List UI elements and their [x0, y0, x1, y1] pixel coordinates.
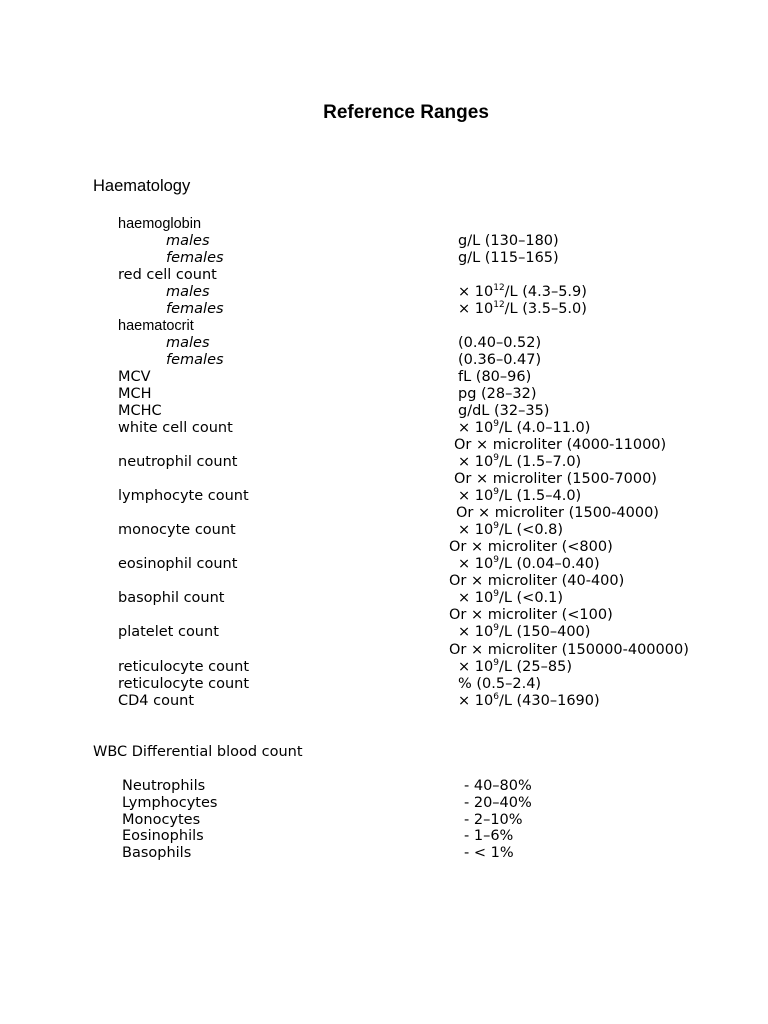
row-label-males: males	[166, 284, 210, 301]
section-heading-wbc-differential: WBC Differential blood count	[93, 744, 303, 760]
table-row	[0, 352, 768, 369]
row-label-mch: MCH	[118, 386, 152, 403]
row-value: - 40–80%	[464, 778, 532, 794]
table-row	[0, 284, 768, 301]
table-row	[0, 454, 768, 471]
row-label-reticulocyte-count: reticulocyte count	[118, 658, 250, 675]
table-row	[0, 488, 768, 505]
row-value: × $10^6/L$ (430–1690)	[458, 691, 600, 709]
table-row	[0, 642, 768, 659]
row-value: × $10^9/L$ (150–400)	[458, 623, 591, 641]
row-value: Or × microliter (1500-4000)	[456, 505, 659, 522]
row-value: Or × microliter (150000-400000)	[449, 641, 689, 658]
table-row	[0, 828, 768, 845]
row-value: × $10^9/L$ (1.5–4.0)	[458, 487, 582, 505]
page-title: Reference Ranges	[323, 102, 489, 123]
row-label-lymphocytes: Lymphocytes	[122, 794, 218, 811]
table-row	[0, 403, 768, 420]
row-label-males: males	[166, 233, 210, 250]
table-row	[0, 267, 768, 284]
row-label-neutrophils: Neutrophils	[122, 778, 206, 794]
table-row	[0, 250, 768, 267]
row-value: - < 1%	[464, 845, 514, 862]
table-row	[0, 812, 768, 829]
table-row	[0, 693, 768, 710]
table-row	[0, 539, 768, 556]
row-value: Or × microliter (<100)	[449, 607, 613, 624]
row-value: - 20–40%	[464, 794, 532, 811]
row-label-basophil-count: basophil count	[118, 590, 225, 607]
row-value: Or × microliter (<800)	[449, 539, 613, 556]
row-label-eosinophil-count: eosinophil count	[118, 556, 238, 573]
row-label-neutrophil-count: neutrophil count	[118, 454, 238, 471]
table-row	[0, 659, 768, 676]
table-row	[0, 471, 768, 488]
row-value: × $10^9/L$ (25–85)	[458, 657, 572, 675]
row-value: Or × microliter (1500-7000)	[454, 471, 657, 488]
table-row	[0, 301, 768, 318]
table-row	[0, 676, 768, 693]
row-value: × $10^9/L$ (<0.1)	[458, 589, 564, 607]
table-row	[0, 795, 768, 812]
row-label-mcv: MCV	[118, 369, 151, 386]
row-label-monocyte-count: monocyte count	[118, 522, 236, 539]
row-value: % (0.5–2.4)	[458, 675, 542, 692]
table-row	[0, 335, 768, 352]
row-value: Or × microliter (40-400)	[449, 573, 625, 590]
row-value: Or × microliter (4000-11000)	[454, 437, 667, 454]
row-label-mchc: MCHC	[118, 403, 162, 420]
table-row	[0, 624, 768, 641]
row-label-reticulocyte-count: reticulocyte count	[118, 675, 250, 692]
row-value: g/L (130–180)	[458, 233, 559, 250]
table-row	[0, 590, 768, 607]
table-row	[0, 505, 768, 522]
row-value: - 2–10%	[464, 811, 523, 828]
row-label-red-cell-count: red cell count	[118, 267, 217, 284]
row-label-haemoglobin: haemoglobin	[118, 216, 202, 232]
row-value: × $10^9/L$ (<0.8)	[458, 521, 564, 539]
table-row	[0, 318, 768, 335]
table-row	[0, 233, 768, 250]
table-row	[0, 216, 768, 233]
row-value: (0.40–0.52)	[458, 335, 542, 352]
row-value: pg (28–32)	[458, 386, 537, 403]
row-label-platelet-count: platelet count	[118, 624, 219, 641]
table-row	[0, 845, 768, 862]
row-label-eosinophils: Eosinophils	[122, 828, 204, 845]
row-value: (0.36–0.47)	[458, 352, 542, 369]
row-label-females: females	[166, 352, 224, 369]
row-label-monocytes: Monocytes	[122, 811, 201, 828]
section-heading-haematology: Haematology	[93, 177, 191, 195]
table-row	[0, 522, 768, 539]
row-value: fL (80–96)	[458, 369, 532, 386]
row-value: g/dL (32–35)	[458, 403, 550, 420]
row-label-haematocrit: haematocrit	[118, 318, 194, 335]
row-value: × $10^9/L$ (1.5–7.0)	[458, 453, 582, 471]
row-label-males: males	[166, 335, 210, 352]
table-row	[0, 573, 768, 590]
row-value: - 1–6%	[464, 828, 514, 845]
row-label-white-cell-count: white cell count	[118, 420, 233, 437]
row-label-females: females	[166, 301, 224, 318]
row-value: × $10^{12}/L$ (4.3–5.9)	[458, 283, 587, 301]
row-value: × $10^9/L$ (4.0–11.0)	[458, 419, 591, 437]
row-label-females: females	[166, 250, 224, 267]
row-label-lymphocyte-count: lymphocyte count	[118, 488, 249, 505]
row-label-cd4-count: CD4 count	[118, 692, 195, 709]
table-row	[0, 369, 768, 386]
row-value: × $10^{12}/L$ (3.5–5.0)	[458, 300, 587, 318]
table-row	[0, 386, 768, 403]
table-row	[0, 437, 768, 454]
table-row	[0, 420, 768, 437]
table-row	[0, 556, 768, 573]
table-row	[0, 778, 768, 795]
row-label-basophils: Basophils	[122, 845, 192, 862]
row-value: g/L (115–165)	[458, 250, 559, 267]
table-row	[0, 607, 768, 624]
row-value: × $10^9/L$ (0.04–0.40)	[458, 555, 600, 573]
